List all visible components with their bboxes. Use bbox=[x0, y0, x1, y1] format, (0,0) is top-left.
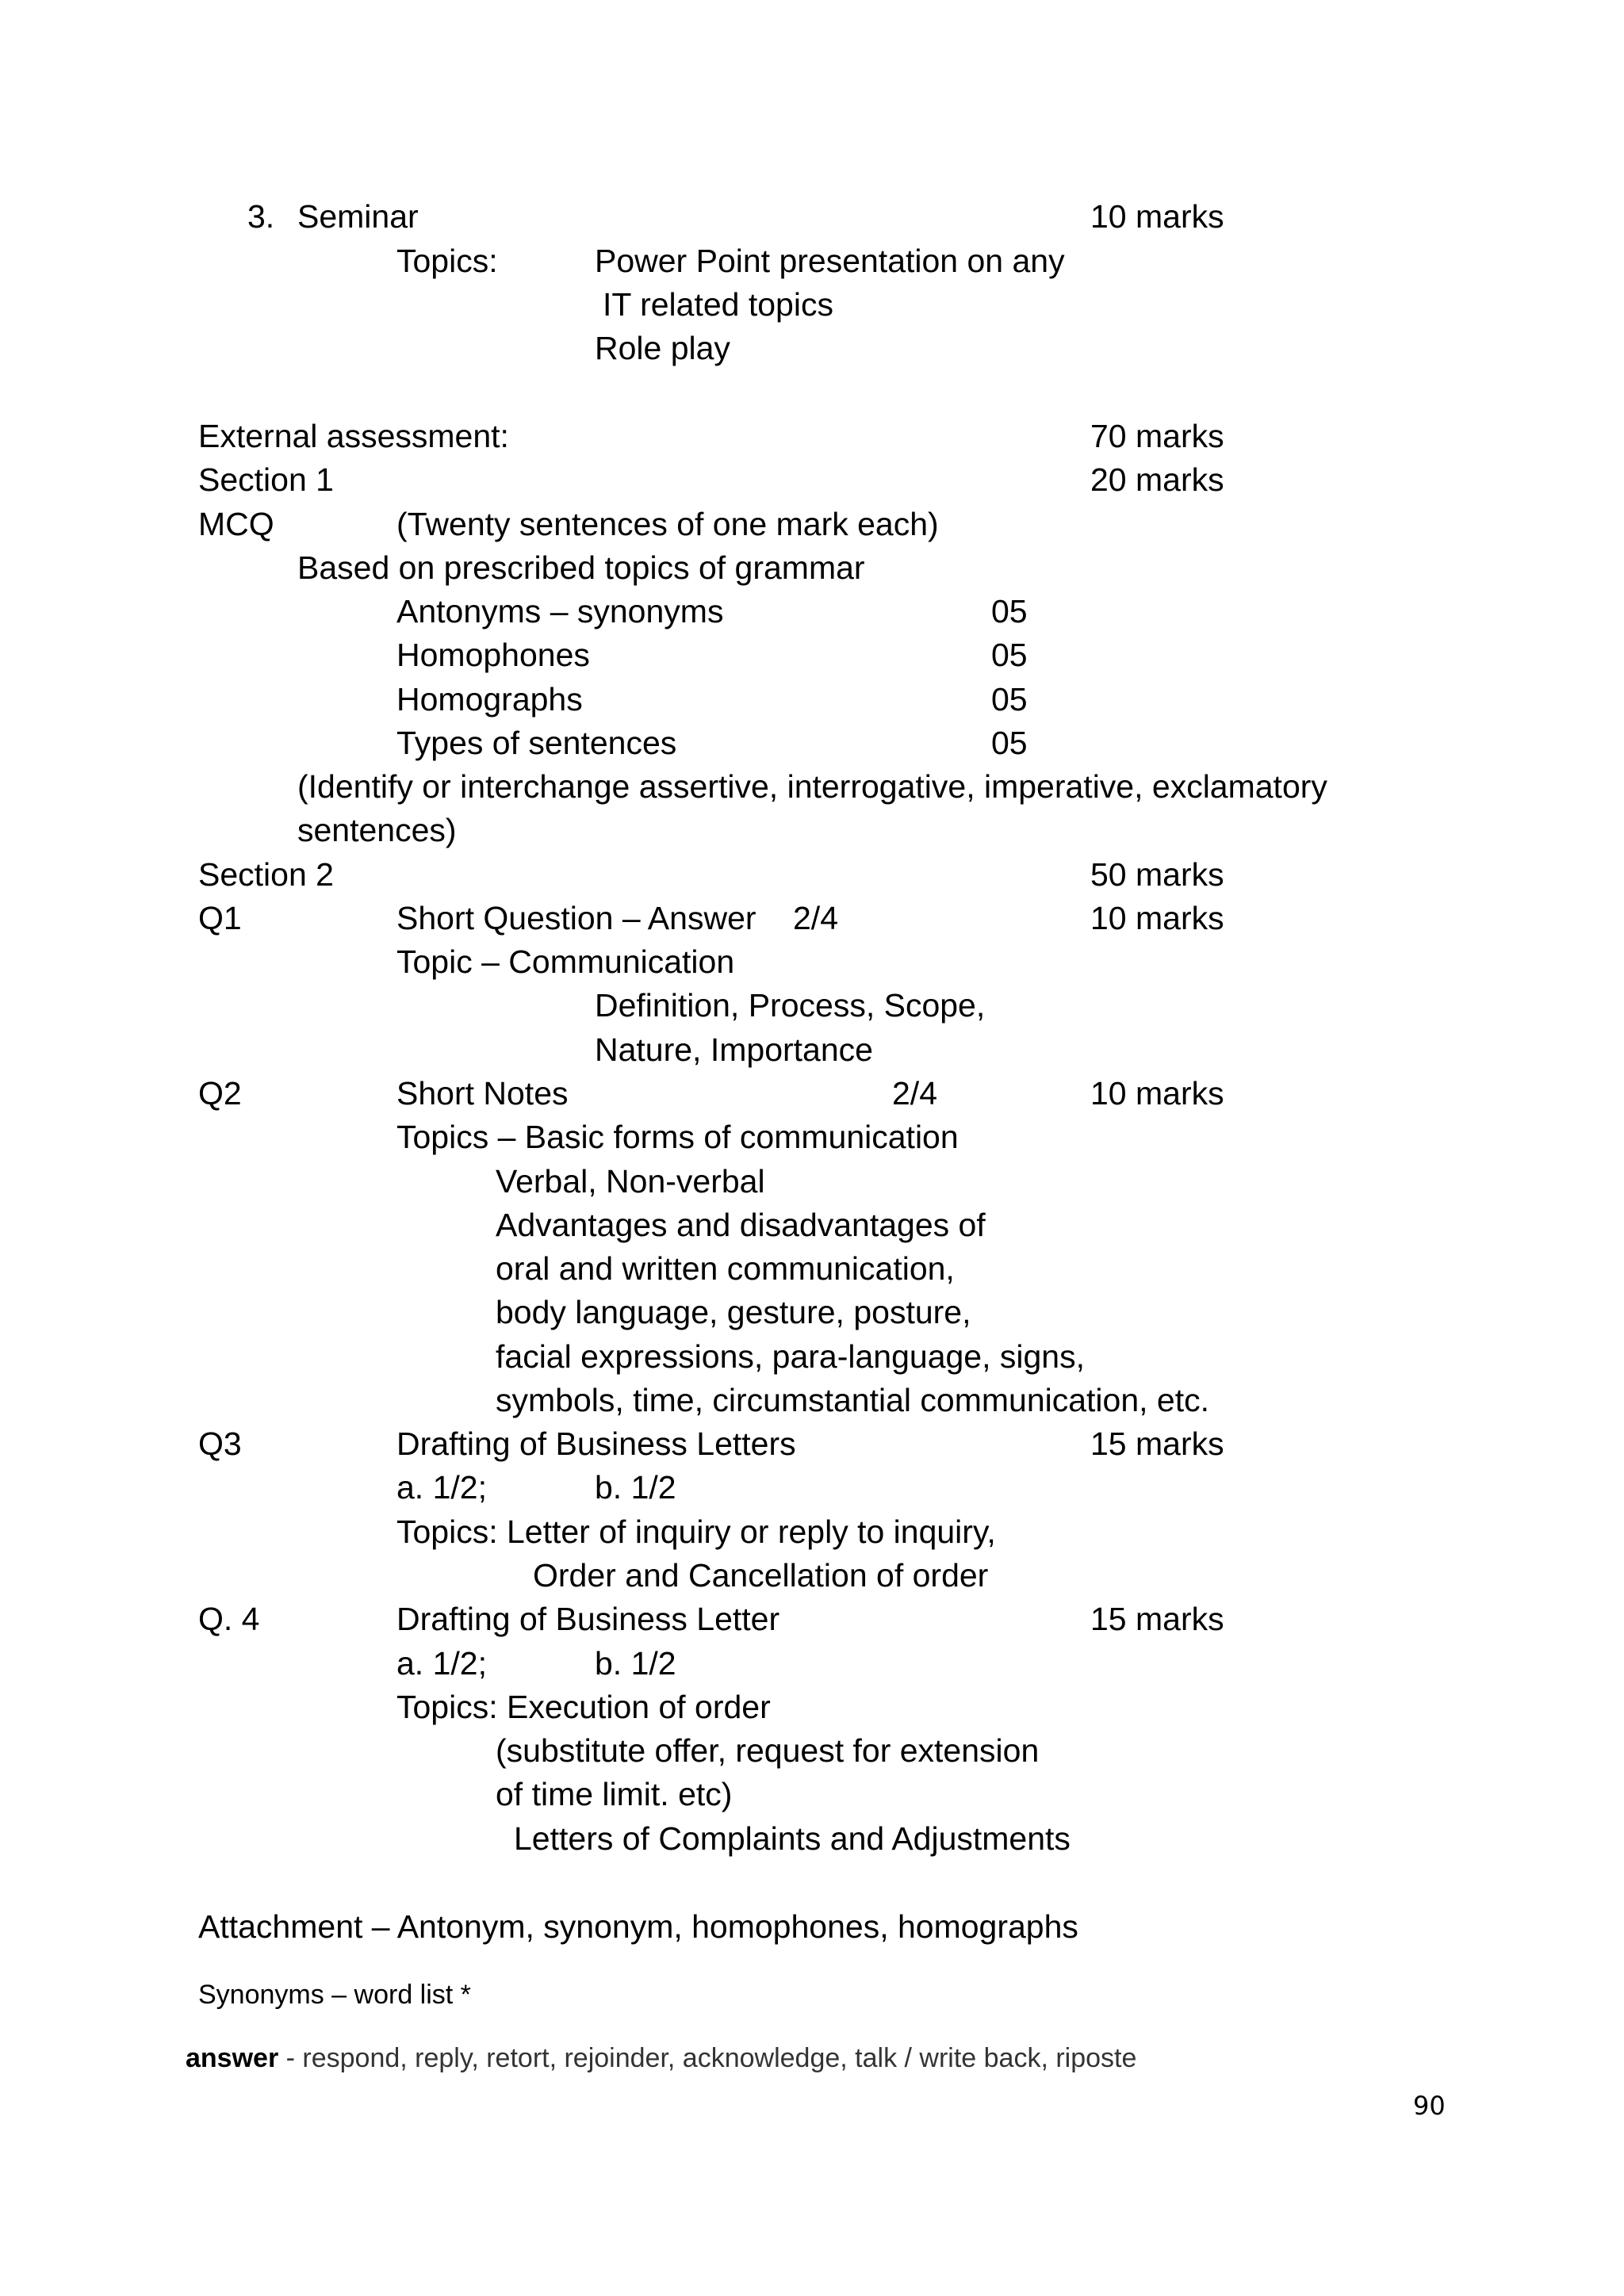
q1-subtopic: Definition, Process, Scope, bbox=[595, 987, 986, 1024]
q2-subtopic: body language, gesture, posture, bbox=[496, 1294, 971, 1330]
q3-marks: 15 marks bbox=[1090, 1425, 1224, 1462]
external-assessment-marks: 70 marks bbox=[1090, 418, 1224, 454]
mcq-item-name: Homographs bbox=[396, 681, 583, 718]
q1-subtopic: Nature, Importance bbox=[595, 1031, 873, 1068]
q4-subtopic: (substitute offer, request for extension bbox=[496, 1732, 1040, 1769]
mcq-item-count: 05 bbox=[991, 593, 1028, 629]
q3-title: Drafting of Business Letters bbox=[396, 1425, 796, 1462]
q1-marks: 10 marks bbox=[1090, 900, 1224, 936]
mcq-description: (Twenty sentences of one mark each) bbox=[396, 506, 939, 542]
mcq-item-name: Homophones bbox=[396, 637, 590, 673]
q2-marks: 10 marks bbox=[1090, 1075, 1224, 1112]
mcq-note: (Identify or interchange assertive, interrogative, imperative, exclamatory bbox=[297, 768, 1327, 805]
q3-subtopic: Order and Cancellation of order bbox=[533, 1557, 989, 1594]
q1-fraction: 2/4 bbox=[793, 900, 838, 936]
q3-part-b: b. 1/2 bbox=[595, 1469, 676, 1506]
q1-title: Short Question – Answer bbox=[396, 900, 756, 936]
q4-subtopic: Letters of Complaints and Adjustments bbox=[514, 1820, 1071, 1857]
q4-topics: Topics: Execution of order bbox=[396, 1689, 771, 1725]
q2-subtopic: symbols, time, circumstantial communication, etc. bbox=[496, 1382, 1209, 1418]
q3-part-a: a. 1/2; bbox=[396, 1469, 487, 1506]
mcq-item-count: 05 bbox=[991, 725, 1028, 761]
page-number: 90 bbox=[1413, 2091, 1446, 2121]
section2-marks: 50 marks bbox=[1090, 856, 1224, 893]
seminar-number: 3. bbox=[247, 198, 275, 235]
mcq-based-on: Based on prescribed topics of grammar bbox=[297, 549, 865, 586]
seminar-topics-label: Topics: bbox=[396, 243, 498, 279]
word-entry-word: answer bbox=[186, 2043, 279, 2073]
seminar-marks: 10 marks bbox=[1090, 198, 1224, 235]
q4-part-b: b. 1/2 bbox=[595, 1645, 676, 1682]
q1-topic: Topic – Communication bbox=[396, 943, 735, 980]
q2-label: Q2 bbox=[198, 1075, 242, 1112]
word-list-entry bbox=[186, 2042, 1136, 2074]
q3-topics: Topics: Letter of inquiry or reply to inquiry, bbox=[396, 1513, 996, 1550]
attachment-heading: Attachment – Antonym, synonym, homophones, homographs bbox=[198, 1908, 1078, 1945]
q2-fraction: 2/4 bbox=[892, 1075, 937, 1112]
q2-title: Short Notes bbox=[396, 1075, 569, 1112]
mcq-item-count: 05 bbox=[991, 637, 1028, 673]
seminar-topic-item: Power Point presentation on any bbox=[595, 243, 1065, 279]
q4-label: Q. 4 bbox=[198, 1601, 260, 1637]
word-entry-synonyms: - respond, reply, retort, rejoinder, acknowledge, talk / write back, riposte bbox=[278, 2043, 1137, 2073]
section1-title: Section 1 bbox=[198, 461, 334, 498]
mcq-item-count: 05 bbox=[991, 681, 1028, 718]
q4-subtopic: of time limit. etc) bbox=[496, 1776, 733, 1812]
q4-marks: 15 marks bbox=[1090, 1601, 1224, 1637]
q2-subtopic: Verbal, Non-verbal bbox=[496, 1163, 765, 1200]
q2-subtopic: facial expressions, para-language, signs, bbox=[496, 1338, 1085, 1375]
section2-title: Section 2 bbox=[198, 856, 334, 893]
q4-title: Drafting of Business Letter bbox=[396, 1601, 780, 1637]
external-assessment-title: External assessment: bbox=[198, 418, 509, 454]
seminar-topic-item: Role play bbox=[595, 330, 730, 366]
q1-label: Q1 bbox=[198, 900, 242, 936]
mcq-label: MCQ bbox=[198, 506, 274, 542]
q4-part-a: a. 1/2; bbox=[396, 1645, 487, 1682]
seminar-title: Seminar bbox=[297, 198, 419, 235]
mcq-item-name: Antonyms – synonyms bbox=[396, 593, 724, 629]
synonyms-heading: Synonyms – word list * bbox=[198, 1980, 471, 2010]
mcq-note: sentences) bbox=[297, 812, 457, 848]
section1-marks: 20 marks bbox=[1090, 461, 1224, 498]
seminar-topic-item: IT related topics bbox=[603, 286, 833, 323]
mcq-item-name: Types of sentences bbox=[396, 725, 677, 761]
q2-topic: Topics – Basic forms of communication bbox=[396, 1119, 959, 1155]
q2-subtopic: oral and written communication, bbox=[496, 1250, 955, 1287]
q3-label: Q3 bbox=[198, 1425, 242, 1462]
q2-subtopic: Advantages and disadvantages of bbox=[496, 1207, 986, 1243]
